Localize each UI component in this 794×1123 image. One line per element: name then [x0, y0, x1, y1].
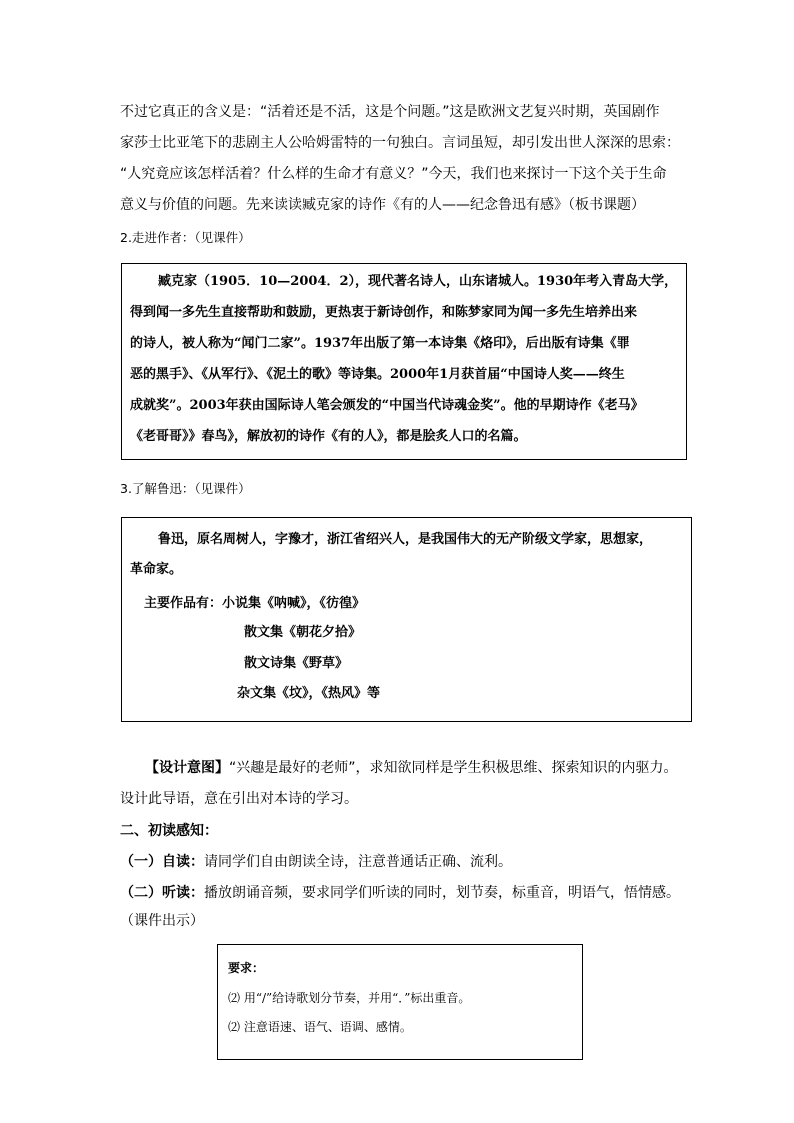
self-read-line: [120, 853, 512, 871]
self-read-text: 请同学们自由朗读全诗，注意普通话正确、流利。: [204, 854, 512, 870]
author-line-1: 臧克家（1905．10—2004．2），现代著名诗人，山东诸城人。1930年考入青岛大学，: [158, 274, 678, 289]
author-line-5: 成就奖”。2003年获由国际诗人笔会颁发的“中国当代诗魂金奖”。他的早期诗作《老马》: [130, 398, 644, 413]
luxun-line-1: 鲁迅，原名周树人，字豫才，浙江省绍兴人，是我国伟大的无产阶级文学家，思想家，: [158, 532, 653, 547]
requirements-title: 要求：: [228, 961, 265, 975]
listen-read-line: [120, 884, 680, 902]
courseware-note: （课件出示）: [120, 913, 204, 929]
listen-read-text: 播放朗诵音频，要求同学们听读的同时，划节奏，标重音，明语气，悟情感。: [204, 885, 680, 901]
luxun-works-prose-poems: 散文诗集《野草》: [244, 656, 349, 671]
author-line-2: 得到闻一多先生直接帮助和鼓励，更热衷于新诗创作，和陈梦家同为闻一多先生培养出来: [130, 305, 638, 320]
design-intent-text: “兴趣是最好的老师”，求知欲同样是学生积极思维、探索知识的内驱力。: [229, 760, 678, 776]
part2-heading: 二、初读感知：: [120, 823, 218, 839]
section-heading-author: 2.走进作者：（见课件）: [120, 230, 251, 245]
luxun-intro-box: [121, 517, 692, 722]
intro-line-4: 意义与价值的问题。先来读读臧克家的诗作《有的人——纪念鲁迅有感》（板书课题）: [120, 197, 645, 213]
author-line-4: 恶的黑手》、《从军行》、《泥土的歌》等诗集。2000年1月获首届“中国诗人奖——终生: [130, 367, 625, 382]
design-intent-line-1: [145, 759, 678, 777]
design-intent-label: 【设计意图】: [145, 760, 229, 776]
self-read-label: （一）自读：: [120, 854, 204, 870]
requirement-item-1: ⑵ 用“/”给诗歌划分节奏，并用“．”标出重音。: [228, 991, 471, 1005]
author-line-3: 的诗人，被人称为“闻门二家”。1937年出版了第一本诗集《烙印》，后出版有诗集《罪: [130, 336, 630, 351]
intro-line-3: “人究竟应该怎样活着？什么样的生命才有意义？”今天，我们也来探讨一下这个关于生命: [120, 166, 667, 182]
section-heading-luxun: 3.了解鲁迅：（见课件）: [120, 481, 251, 496]
author-intro-box: [121, 263, 687, 460]
requirements-box: [217, 944, 583, 1060]
luxun-works-intro: 主要作品有：小说集《呐喊》，《彷徨》: [144, 596, 366, 611]
luxun-works-essays: 散文集《朝花夕拾》: [244, 625, 362, 640]
intro-line-1: 不过它真正的含义是：“活着还是不活，这是个问题。”这是欧洲文艺复兴时期，英国剧作: [120, 104, 660, 120]
requirement-item-2: ⑵ 注意语速、语气、语调、感情。: [228, 1020, 412, 1034]
listen-read-label: （二）听读：: [120, 885, 204, 901]
luxun-works-zawen: 杂文集《坟》，《热风》等: [237, 686, 381, 701]
design-intent-line-2: 设计此导语，意在引出对本诗的学习。: [120, 791, 358, 807]
intro-line-2: 家莎士比亚笔下的悲剧主人公哈姆雷特的一句独白。言词虽短，却引发出世人深深的思索：: [120, 135, 680, 151]
author-line-6: 《老哥哥》》春鸟》，解放初的诗作《有的人》，都是脍炙人口的名篇。: [130, 429, 527, 444]
luxun-line-2: 革命家。: [130, 562, 183, 577]
